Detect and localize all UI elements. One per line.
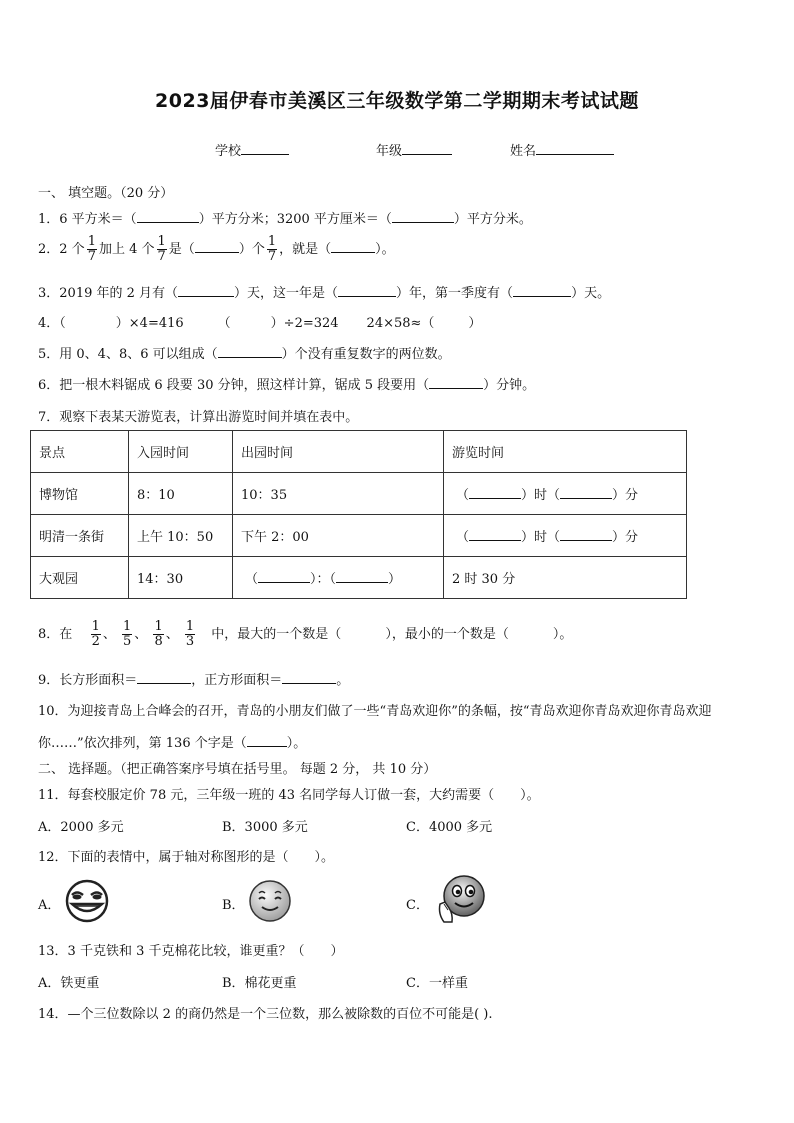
question-5: 5．用 0、4、8、6 可以组成（ ）个没有重复数字的两位数。 (38, 347, 451, 362)
visit-table (30, 430, 687, 599)
question-8: 8．在 $\frac{1}{2}$ 、 $\frac{1}{5}$ 、 $\frac{1}{8}$ 、 $\frac{1}{3}$ 中，最大的一个数是（ ），最小的一个数是（ ）。 (38, 619, 573, 649)
table-header-cell: 出园时间 (233, 431, 444, 473)
question-1: 1．6 平方米＝（ ）平方分米；3200 平方厘米＝（ ）平方分米。 (38, 212, 532, 227)
table-cell: 10：35 (233, 473, 444, 515)
question-3: 3．2019 年的 2 月有（ ）天，这一年是（ ）年，第一季度有（ ）天。 (38, 286, 611, 301)
option-b-label[interactable]: B． (222, 898, 245, 913)
option-b[interactable]: B．3000 多元 (222, 820, 308, 835)
table-row (31, 557, 687, 599)
question-7: 7．观察下表某天游览表，计算出游览时间并填在表中。 (38, 410, 359, 425)
name-field[interactable] (510, 140, 614, 159)
table-cell: 2 时 30 分 (444, 557, 687, 599)
table-header-row (31, 431, 687, 473)
table-cell: 下午 2：00 (233, 515, 444, 557)
smiling-face-icon[interactable] (247, 878, 293, 924)
time-answer-cell[interactable]: （ ）时（ ）分 (444, 515, 687, 557)
table-cell: 14：30 (129, 557, 233, 599)
grinning-face-icon[interactable] (64, 878, 110, 924)
table-cell: 博物馆 (31, 473, 129, 515)
fraction: $\frac{1}{8}$ (154, 619, 163, 649)
question-4: 4．（ ）×4=416 （ ）÷2=324 24×58≈（ ） (38, 316, 482, 331)
table-cell: 明清一条街 (31, 515, 129, 557)
school-label: 学校 (215, 144, 242, 159)
name-label: 姓名 (510, 144, 537, 159)
question-10-line1: 10．为迎接青岛上合峰会的召开，青岛的小朋友们做了一些“青岛欢迎你”的条幅，按“青岛欢迎你青岛欢迎你青岛欢迎 (38, 704, 712, 719)
table-header-cell: 游览时间 (444, 431, 687, 473)
table-cell: 上午 10：50 (129, 515, 233, 557)
question-14: 14．—个三位数除以 2 的商仍然是一个三位数，那么被除数的百位不可能是( ). (38, 1007, 493, 1022)
page-title: 2023届伊春市美溪区三年级数学第二学期期末考试试题 (155, 90, 639, 112)
table-header-cell: 景点 (31, 431, 129, 473)
fraction: $\frac{1}{7}$ (87, 234, 96, 264)
clock-answer-cell[interactable]: （ ）：（ ） (233, 557, 444, 599)
grade-field[interactable] (376, 140, 452, 159)
option-a-label[interactable]: A． (38, 898, 61, 913)
table-header-cell: 入园时间 (129, 431, 233, 473)
thinking-face-icon[interactable] (436, 874, 486, 926)
option-a[interactable]: A．2000 多元 (38, 820, 124, 835)
fraction: $\frac{1}{2}$ (91, 619, 100, 649)
question-13: 13．3 千克铁和 3 千克棉花比较，谁更重？（ ） (38, 944, 344, 959)
time-answer-cell[interactable]: （ ）时（ ）分 (444, 473, 687, 515)
question-11: 11．每套校服定价 78 元，三年级一班的 43 名同学每人订做一套，大约需要（ ）。 (38, 788, 540, 803)
option-c[interactable]: C．一样重 (406, 976, 468, 991)
option-c[interactable]: C．4000 多元 (406, 820, 493, 835)
option-b[interactable]: B．棉花更重 (222, 976, 297, 991)
fraction: $\frac{1}{7}$ (267, 234, 277, 264)
table-row (31, 515, 687, 557)
question-9: 9．长方形面积＝ ，正方形面积＝ 。 (38, 673, 350, 688)
question-12: 12．下面的表情中，属于轴对称图形的是（ ）。 (38, 850, 335, 865)
section1-heading: 一、 填空题。（20 分） (38, 186, 174, 201)
school-field[interactable] (215, 140, 289, 159)
question-10-line2: 你……”依次排列，第 136 个字是（ ）。 (38, 736, 307, 751)
option-a[interactable]: A．铁更重 (38, 976, 100, 991)
fraction: $\frac{1}{5}$ (123, 619, 132, 649)
section2-heading: 二、 选择题。（把正确答案序号填在括号里。 每题 2 分， 共 10 分） (38, 762, 437, 777)
table-cell: 大观园 (31, 557, 129, 599)
question-2: 2．2 个 $\frac{1}{7}$ 加上 4 个 $\frac{1}{7}$ 是（ ）个 $\frac{1}{7}$ ，就是（ ）。 (38, 234, 395, 264)
option-c-label[interactable]: C． (406, 898, 429, 913)
table-row (31, 473, 687, 515)
table-cell: 8：10 (129, 473, 233, 515)
fraction: $\frac{1}{3}$ (185, 619, 195, 649)
fraction: $\frac{1}{7}$ (157, 234, 166, 264)
question-6: 6．把一根木料锯成 6 段要 30 分钟，照这样计算，锯成 5 段要用（ ）分钟。 (38, 378, 536, 393)
grade-label: 年级 (376, 144, 403, 159)
